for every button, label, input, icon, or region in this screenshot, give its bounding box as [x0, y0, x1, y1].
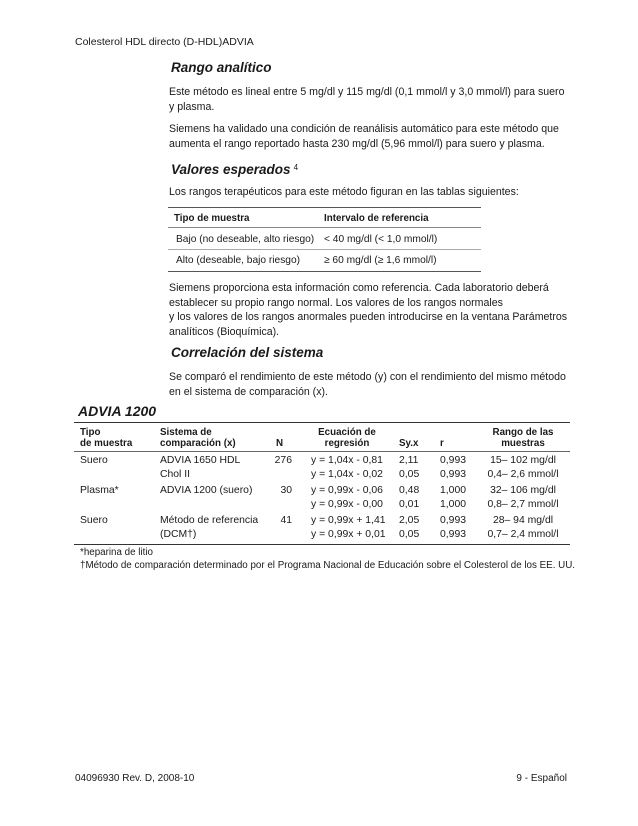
cell-line: Método de referencia: [160, 515, 259, 526]
text-line: analíticos (Bioquímica).: [169, 325, 280, 338]
cell-r: [440, 454, 466, 482]
cell-tipo: Plasma*: [80, 485, 119, 496]
text-line: y los valores de los rangos anormales pueden introducirse en la ventana Parámetros: [169, 311, 568, 323]
cell-rango: [478, 514, 568, 542]
header-line: de muestra: [80, 438, 133, 449]
header-line: Sistema de: [160, 427, 212, 438]
cell-line: 0,993: [440, 515, 467, 526]
advia-header-rango: [478, 427, 568, 449]
advia-header-ecuacion: [300, 427, 394, 449]
footnote-heparina: *heparina de litio: [80, 547, 153, 558]
cell-line: ADVIA 1650 HDL: [160, 455, 241, 466]
cell-rango: [478, 454, 568, 482]
cell-line: (DCM†): [160, 529, 197, 540]
cell-line: 0,4– 2,6 mmol/l: [487, 469, 559, 480]
text-line: Siemens ha validado una condición de reanálisis automático para este método que: [169, 123, 559, 135]
cell-syx: [399, 484, 419, 512]
cell-line: Chol II: [160, 469, 191, 480]
cell-line: y = 1,04x - 0,02: [311, 469, 383, 480]
advia-header-tipo: [80, 427, 132, 449]
reference-superscript: 4: [293, 163, 299, 172]
cell-sistema: [160, 454, 240, 482]
cell-line: 32– 106 mg/dl: [490, 485, 556, 496]
cell-n: 276: [274, 455, 292, 466]
cell-line: 0,8– 2,7 mmol/l: [487, 499, 559, 510]
table-row-rule: [168, 249, 481, 250]
footer-page-number: 9 - Español: [516, 773, 567, 784]
cell-line: 2,11: [399, 455, 419, 466]
cell-r: [440, 514, 466, 542]
cell-line: y = 1,04x - 0,81: [311, 455, 383, 466]
cell-line: 0,993: [440, 455, 467, 466]
heading-valores-esperados: [171, 162, 298, 177]
header-line: Rango de las: [492, 427, 554, 438]
cell-line: y = 0,99x - 0,00: [311, 499, 383, 510]
cell-rango: [478, 484, 568, 512]
advia-header-n: N: [276, 438, 284, 449]
footer-document-id: 04096930 Rev. D, 2008-10: [75, 773, 195, 784]
cell-line: 1,000: [440, 499, 467, 510]
cell-tipo: Suero: [80, 455, 108, 466]
cell-line: 0,48: [399, 485, 420, 496]
header-line: comparación (x): [160, 438, 236, 449]
footnote-metodo: †Método de comparación determinado por el Programa Nacional de Educación sobre el Colesterol de los EE. UU.: [80, 560, 576, 571]
ref-table-header-intervalo: Intervalo de referencia: [324, 213, 429, 224]
correlacion-paragraph: [169, 370, 566, 399]
table-header-rule: [168, 227, 481, 228]
cell-line: y = 0,99x - 0,06: [311, 485, 383, 496]
cell-line: y = 0,99x + 0,01: [311, 529, 386, 540]
advia-header-syx: Sy.x: [399, 438, 419, 449]
table-row: [0, 514, 638, 544]
ref-row-2-tipo: Alto (deseable, bajo riesgo): [176, 255, 301, 266]
header-line: Tipo: [80, 427, 101, 438]
advia-table-top-rule: [74, 422, 570, 423]
text-line: y plasma.: [169, 100, 215, 113]
cell-sistema: [160, 514, 258, 542]
cell-line: 0,7– 2,4 mmol/l: [487, 529, 559, 540]
cell-line: 1,000: [440, 485, 467, 496]
cell-syx: [399, 514, 419, 542]
cell-line: 0,993: [440, 469, 467, 480]
cell-syx: [399, 454, 419, 482]
header-line: muestras: [501, 438, 545, 449]
cell-n: 41: [280, 515, 292, 526]
advia-header-rule: [74, 451, 570, 452]
cell-line: 2,05: [399, 515, 420, 526]
running-header: Colesterol HDL directo (D-HDL)ADVIA: [75, 36, 254, 48]
cell-sistema: [160, 484, 252, 498]
valores-intro: Los rangos terapéuticos para este método figuran en las tablas siguientes:: [169, 186, 519, 198]
cell-line: 0,01: [399, 499, 420, 510]
ref-row-1-tipo: Bajo (no deseable, alto riesgo): [176, 234, 315, 245]
heading-rango-analitico: Rango analítico: [171, 60, 272, 75]
cell-line: 28– 94 mg/dl: [492, 515, 554, 526]
cell-ecuacion: [311, 484, 383, 512]
cell-tipo: Suero: [80, 515, 108, 526]
cell-line: 0,05: [399, 529, 420, 540]
heading-text: Valores esperados: [171, 162, 291, 177]
table-row: [0, 454, 638, 484]
cell-ecuacion: [311, 514, 386, 542]
cell-line: 0,05: [399, 469, 420, 480]
header-line: regresión: [324, 438, 370, 449]
heading-advia-1200: ADVIA 1200: [78, 403, 157, 419]
cell-line: y = 0,99x + 1,41: [311, 515, 386, 526]
text-line: Siemens proporciona esta información como referencia. Cada laboratorio deberá: [169, 282, 549, 294]
valores-note: [169, 281, 567, 339]
advia-header-r: r: [440, 438, 444, 449]
text-line: Se comparó el rendimiento de este método (y) con el rendimiento del mismo método: [169, 371, 566, 383]
heading-correlacion: Correlación del sistema: [171, 345, 324, 360]
rango-paragraph-2: [169, 122, 559, 151]
table-row: [0, 484, 638, 514]
text-line: establecer su propio rango normal. Los valores de los rangos normales: [169, 296, 503, 309]
table-top-rule: [168, 207, 481, 208]
cell-n: 30: [280, 485, 292, 496]
rango-paragraph-1: [169, 85, 564, 114]
header-line: Ecuación de: [318, 427, 376, 438]
ref-row-1-intervalo: < 40 mg/dl (< 1,0 mmol/l): [324, 234, 438, 245]
cell-line: ADVIA 1200 (suero): [160, 485, 253, 496]
advia-header-sistema: [160, 427, 236, 449]
table-bottom-rule: [168, 271, 481, 272]
cell-ecuacion: [311, 454, 383, 482]
text-line: aumenta el rango reportado hasta 230 mg/dl (5,96 mmol/l) para suero y plasma.: [169, 137, 545, 150]
cell-line: 15– 102 mg/dl: [490, 455, 556, 466]
ref-row-2-intervalo: ≥ 60 mg/dl (≥ 1,6 mmol/l): [324, 255, 437, 266]
advia-table-bottom-rule: [74, 544, 570, 545]
text-line: Este método es lineal entre 5 mg/dl y 115 mg/dl (0,1 mmol/l y 3,0 mmol/l) para suero: [169, 86, 565, 98]
cell-line: 0,993: [440, 529, 467, 540]
ref-table-header-tipo: Tipo de muestra: [174, 213, 250, 224]
cell-r: [440, 484, 466, 512]
text-line: en el sistema de comparación (x).: [169, 385, 328, 398]
